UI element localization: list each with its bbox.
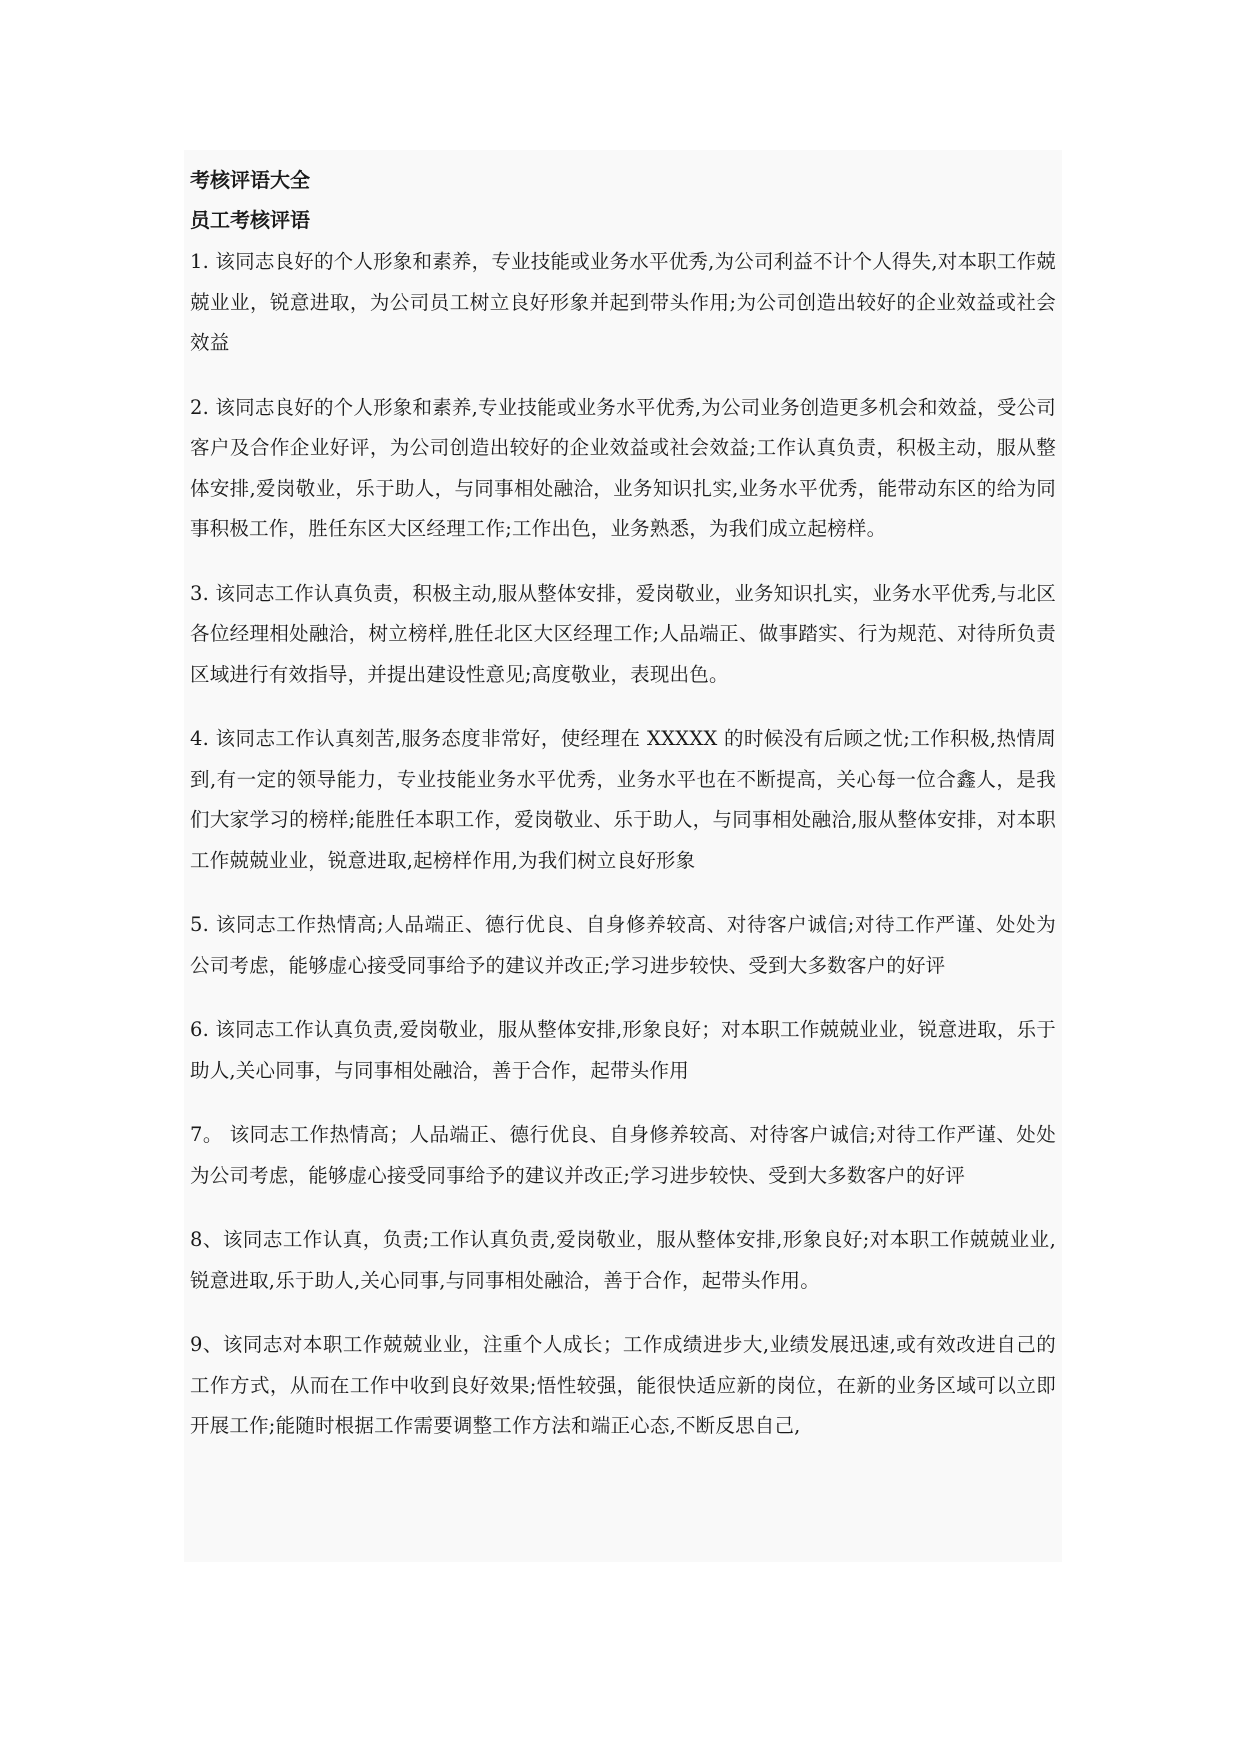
comment-paragraph: 4. 该同志工作认真刻苦,服务态度非常好，使经理在 XXXXX 的时候没有后顾之忧;工作积极,热情周到,有一定的领导能力，专业技能业务水平优秀，业务水平也在不断提高，关心每一位合鑫人，是我们大家学习的榜样;能胜任本职工作，爱岗敬业、乐于助人，与同事相处融洽,服从整体安排，对本职工作兢兢业业，锐意进取,起榜样作用,为我们树立良好形象 (190, 727, 1056, 872)
comment-paragraph: 7。 该同志工作热情高；人品端正、德行优良、自身修养较高、对待客户诚信;对待工作严谨、处处为公司考虑，能够虚心接受同事给予的建议并改正;学习进步较快、受到大多数客户的好评 (190, 1123, 1056, 1187)
comment-paragraph: 5. 该同志工作热情高;人品端正、德行优良、自身修养较高、对待客户诚信;对待工作严谨、处处为公司考虑，能够虚心接受同事给予的建议并改正;学习进步较快、受到大多数客户的好评 (190, 913, 1056, 977)
comment-paragraph: 6. 该同志工作认真负责,爱岗敬业，服从整体安排,形象良好；对本职工作兢兢业业，锐意进取，乐于助人,关心同事，与同事相处融洽，善于合作，起带头作用 (190, 1018, 1056, 1082)
comment-paragraph: 9、该同志对本职工作兢兢业业，注重个人成长；工作成绩进步大,业绩发展迅速,或有效改进自己的工作方式，从而在工作中收到良好效果;悟性较强，能很快适应新的岗位，在新的业务区域可以立即开展工作;能随时根据工作需要调整工作方法和端正心态,不断反思自己, (190, 1333, 1056, 1437)
comment-paragraph: 8、该同志工作认真，负责;工作认真负责,爱岗敬业，服从整体安排,形象良好;对本职工作兢兢业业,锐意进取,乐于助人,关心同事,与同事相处融洽，善于合作，起带头作用。 (190, 1228, 1056, 1292)
comment-paragraph: 3. 该同志工作认真负责，积极主动,服从整体安排，爱岗敬业，业务知识扎实，业务水平优秀,与北区各位经理相处融洽，树立榜样,胜任北区大区经理工作;人品端正、做事踏实、行为规范、对待所负责区域进行有效指导，并提出建设性意见;高度敬业，表现出色。 (190, 581, 1056, 686)
document-title: 考核评语大全 (190, 168, 310, 192)
comment-paragraph: 1. 该同志良好的个人形象和素养，专业技能或业务水平优秀,为公司利益不计个人得失,对本职工作兢兢业业，锐意进取，为公司员工树立良好形象并起到带头作用;为公司创造出较好的企业效益或社会效益 (190, 250, 1056, 354)
comment-paragraph: 2. 该同志良好的个人形象和素养,专业技能或业务水平优秀,为公司业务创造更多机会和效益，受公司客户及合作企业好评，为公司创造出较好的企业效益或社会效益;工作认真负责，积极主动，服从整体安排,爱岗敬业，乐于助人，与同事相处融洽，业务知识扎实,业务水平优秀，能带动东区的给为同事积极工作，胜任东区大区经理工作;工作出色，业务熟悉，为我们成立起榜样。 (190, 395, 1056, 540)
document-content (184, 150, 1062, 1562)
section-title: 员工考核评语 (190, 208, 310, 232)
